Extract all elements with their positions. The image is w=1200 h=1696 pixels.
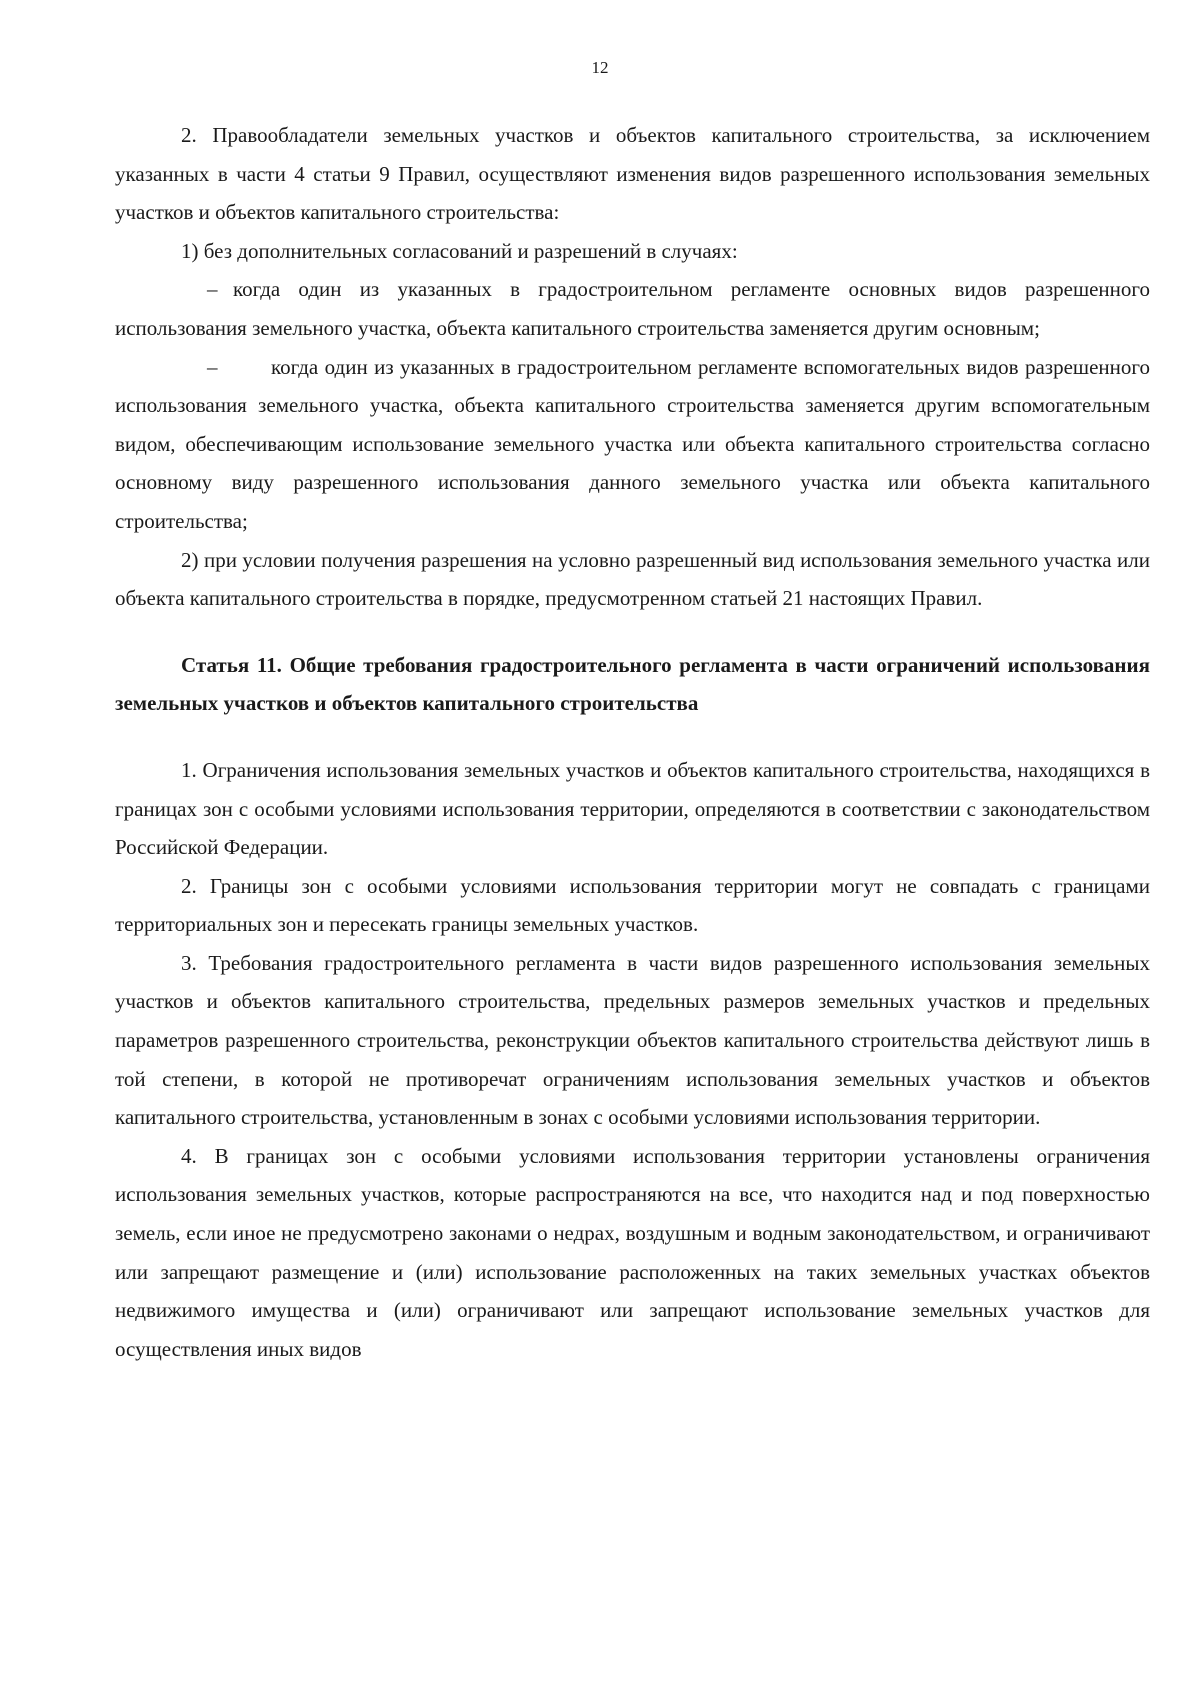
- page-number: 12: [591, 58, 609, 77]
- article-paragraph-1: 1. Ограничения использования земельных участков и объектов капитального строительства, находящихся в границах зон с особыми условиями использования территории, определяются в соответствии с законодательством Российской Федерации.: [115, 757, 1150, 860]
- paragraph-item-2: 2) при условии получения разрешения на условно разрешенный вид использования земельного участка или объекта капитального строительства в порядке, предусмотренном статьей 21 настоящих Правил.: [115, 547, 1150, 611]
- bullet-text: когда один из указанных в градостроительном регламенте вспомогательных видов разрешенного использования земельного участка, объекта капитального строительства заменяется другим вспомогательным видом, обеспечивающим использование земельного участка или объекта капитального строительства согласно основному виду разрешенного использования данного земельного участка или объекта капитального строительства;: [115, 354, 1150, 533]
- bullet-auxiliary-use: [115, 348, 1150, 541]
- bullet-main-use: [115, 270, 1150, 347]
- document-body: [115, 116, 1150, 1368]
- dash-mark: –: [207, 277, 218, 302]
- article-paragraph-3: 3. Требования градостроительного регламента в части видов разрешенного использования земельных участков и объектов капитального строительства, предельных размеров земельных участков и предельных параметров разрешенного строительства, реконструкции объектов капитального строительства действуют лишь в той степени, в которой не противоречат ограничениям использования земельных участков и объектов капитального строительства, установленным в зонах с особыми условиями использования территории.: [115, 950, 1150, 1130]
- bullet-text: когда один из указанных в градостроительном регламенте основных видов разрешенного использования земельного участка, объекта капитального строительства заменяется другим основным;: [115, 277, 1150, 340]
- article-11-heading: Статья 11. Общие требования градостроительного регламента в части ограничений использования земельных участков и объектов капитального строительства: [115, 652, 1150, 716]
- dash-mark: –: [207, 354, 218, 379]
- article-paragraph-2: 2. Границы зон с особыми условиями использования территории могут не совпадать с границами территориальных зон и пересекать границы земельных участков.: [115, 873, 1150, 937]
- article-paragraph-4: 4. В границах зон с особыми условиями использования территории установлены ограничения использования земельных участков, которые распространяются на все, что находится над и под поверхностью земель, если иное не предусмотрено законами о недрах, воздушным и водным законодательством, и ограничивают или запрещают размещение и (или) использование расположенных на таких земельных участках объектов недвижимого имущества и (или) ограничивают или запрещают использование земельных участков для осуществления иных видов: [115, 1143, 1150, 1361]
- paragraph-rights-holders: 2. Правообладатели земельных участков и объектов капитального строительства, за исключением указанных в части 4 статьи 9 Правил, осуществляют изменения видов разрешенного использования земельных участков и объектов капитального строительства:: [115, 123, 1150, 225]
- paragraph-item-1: 1) без дополнительных согласований и разрешений в случаях:: [181, 238, 738, 263]
